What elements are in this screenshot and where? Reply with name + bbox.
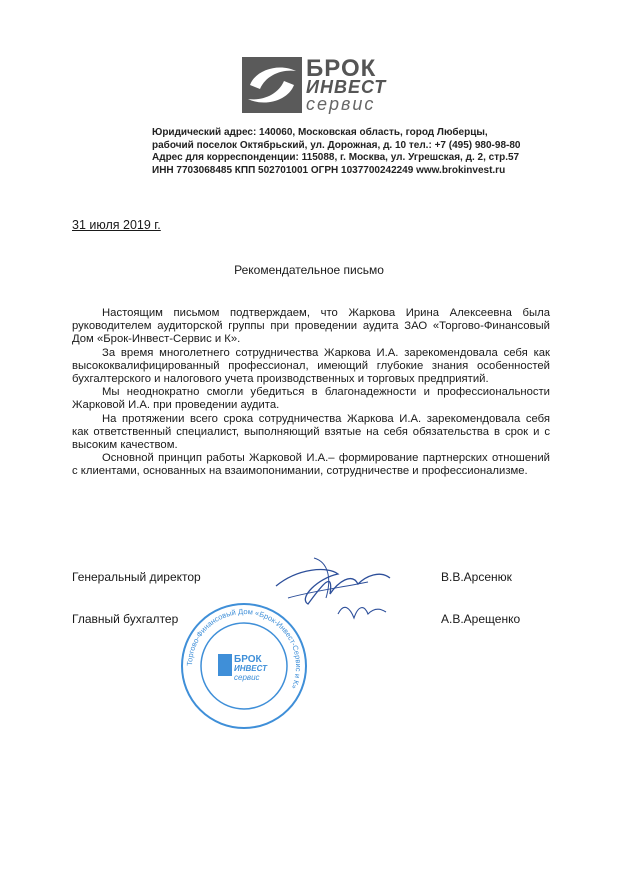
logo-word-invest: ИНВЕСТ: [306, 77, 387, 97]
logo-word-brok: БРОК: [306, 55, 377, 82]
company-address-block: [152, 127, 524, 177]
letter-date: 31 июля 2019 г.: [72, 218, 161, 232]
letter-title: Рекомендательное письмо: [234, 263, 384, 277]
address-line-1: Юридический адрес: 140060, Московская область, город Люберцы,: [152, 127, 488, 138]
stamp-logo-word-1: БРОК: [234, 654, 262, 665]
stamp-outer-text: Торгово-Финансовый Дом «Брок-Инвест-Сервис и К»: [184, 606, 304, 691]
address-line-2: рабочий поселок Октябрьский, ул. Дорожная, д. 10 тел.: +7 (495) 980-98-80: [152, 139, 521, 151]
paragraph: Настоящим письмом подтверждаем, что Жаркова Ирина Алексеевна была руководителем аудиторской группы при проведении аудита ЗАО «Торгово-Финансовый Дом «Брок-Инвест-Сервис и К».: [72, 307, 550, 346]
director-name: В.В.Арсенюк: [441, 570, 512, 584]
company-logo: [242, 55, 438, 117]
paragraph: На протяжении всего срока сотрудничества Жаркова И.А. зарекомендовала себя как ответственный специалист, выполняющий взятые на себя обязательства в срок и с высоким качеством.: [72, 412, 550, 452]
address-line-4: ИНН 7703068485 КПП 502701001 ОГРН 1037700242249 www.brokinvest.ru: [152, 164, 506, 176]
handwritten-signature-icon: [268, 548, 398, 628]
address-line-3: Адрес для корреспонденции: 115088, г. Москва, ул. Угрешская, д. 2, стр.57: [152, 152, 520, 163]
paragraph: Мы неоднократно смогли убедиться в благонадежности и профессиональности Жарковой И.А. при проведении аудита.: [72, 386, 550, 412]
stamp-logo-word-3: сервис: [234, 673, 260, 682]
stamp-logo-word-2: ИНВЕСТ: [234, 664, 268, 673]
logo-word-servis: сервис: [306, 94, 376, 114]
letter-body: [72, 307, 550, 479]
paragraph: Основной принцип работы Жарковой И.А.– формирование партнерских отношений с клиентами, основанных на взаимопонимании, сотрудничестве и профессионализме.: [72, 452, 550, 478]
accountant-title: Главный бухгалтер: [72, 612, 179, 626]
paragraph: За время многолетнего сотрудничества Жаркова И.А. зарекомендовала себя как высококвалифицированный профессионал, имеющий глубокие знания особенностей бухгалтерского и налогового учета производственных и торговых предприятий.: [72, 346, 550, 386]
accountant-name: А.В.Арещенко: [441, 612, 521, 626]
logo-emblem-icon: [242, 55, 302, 115]
director-title: Генеральный директор: [72, 570, 201, 584]
